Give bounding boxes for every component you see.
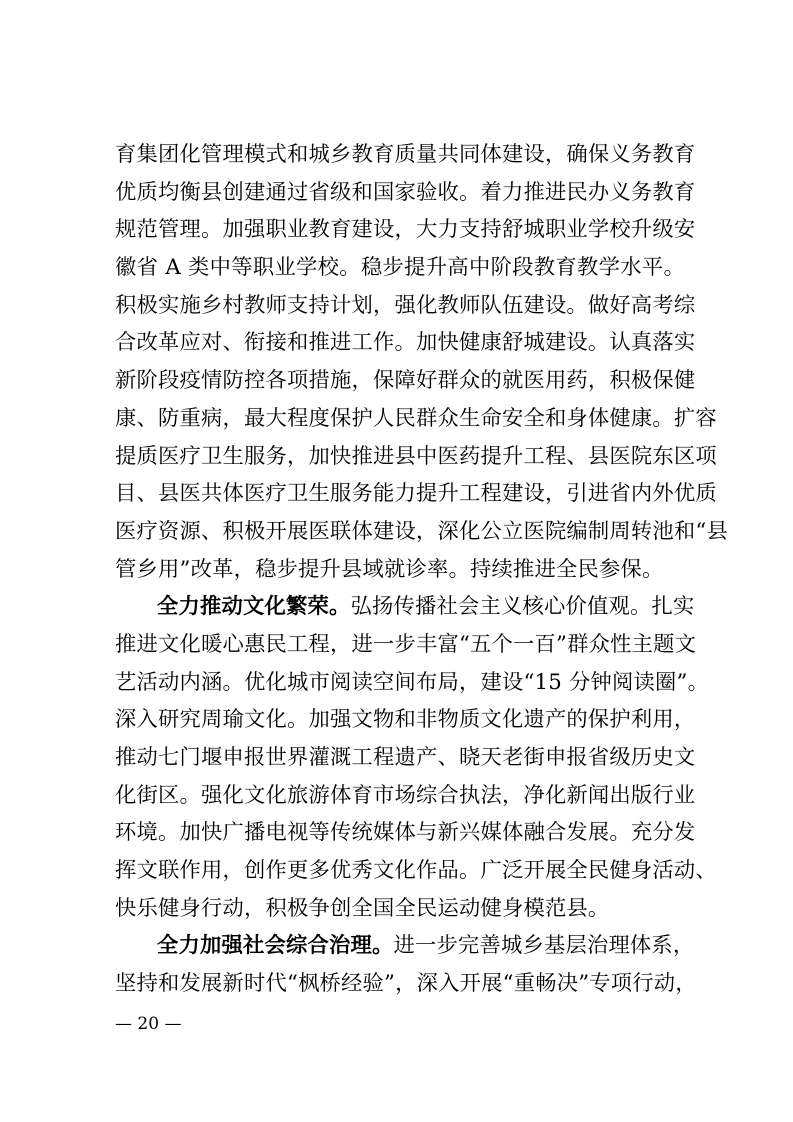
body-text: [115, 136, 729, 1003]
text-line: 快乐健身行动，积极争创全国全民运动健身模范县。: [115, 895, 610, 921]
text-line: 徽省 A 类中等职业学校。稳步提升高中阶段教育教学水平。: [115, 255, 685, 281]
text-line: 管乡用”改革，稳步提升县域就诊率。持续推进全民参保。: [115, 556, 664, 582]
text-line: 挥文联作用，创作更多优秀文化作品。广泛开展全民健身活动、: [115, 858, 717, 884]
paragraph-culture-first-line: [115, 588, 695, 626]
text-line: 合改革应对、衔接和推进工作。加快健康舒城建设。认真落实: [115, 330, 696, 356]
text-line: 优质均衡县创建通过省级和国家验收。着力推进民办义务教育: [115, 179, 696, 205]
paragraph-governance-first-line: [115, 927, 695, 965]
text-line: 目、县医共体医疗卫生服务能力提升工程建设，引进省内外优质: [115, 481, 717, 507]
text-line: 环境。加快广播电视等传统媒体与新兴媒体融合发展。充分发: [115, 820, 696, 846]
culture-first-line-text: 弘扬传播社会主义核心价值观。扎实: [350, 594, 695, 620]
text-line: 艺活动内涵。优化城市阅读空间布局，建设“15 分钟阅读圈”。: [115, 669, 710, 695]
text-line: 医疗资源、积极开展医联体建设，深化公立医院编制周转池和“县: [115, 518, 729, 544]
text-line: 积极实施乡村教师支持计划，强化教师队伍建设。做好高考综: [115, 292, 696, 318]
text-line: 化街区。强化文化旅游体育市场综合执法，净化新闻出版行业: [115, 782, 696, 808]
text-line: 深入研究周瑜文化。加强文物和非物质文化遗产的保护利用，: [115, 707, 696, 733]
text-line: 推进文化暖心惠民工程，进一步丰富“五个一百”群众性主题文: [115, 631, 697, 657]
section-heading-governance: 全力加强社会综合治理。: [157, 933, 394, 959]
text-line: 新阶段疫情防控各项措施，保障好群众的就医用药，积极保健: [115, 368, 696, 394]
text-line: 康、防重病，最大程度保护人民群众生命安全和身体健康。扩容: [115, 405, 717, 431]
text-line: 规范管理。加强职业教育建设，大力支持舒城职业学校升级安: [115, 217, 696, 243]
text-line: 育集团化管理模式和城乡教育质量共同体建设，确保义务教育: [115, 142, 696, 167]
text-line: 坚持和发展新时代“枫桥经验”，深入开展“重畅决”专项行动，: [115, 971, 697, 997]
section-heading-culture: 全力推动文化繁荣。: [157, 594, 351, 620]
text-line: 推动七门堰申报世界灌溉工程遗产、晓天老街申报省级历史文: [115, 745, 696, 770]
text-line: 提质医疗卫生服务，加快推进县中医药提升工程、县医院东区项: [115, 443, 717, 469]
governance-first-line-text: 进一步完善城乡基层治理体系，: [393, 933, 695, 959]
page-number: — 20 —: [115, 1014, 182, 1034]
